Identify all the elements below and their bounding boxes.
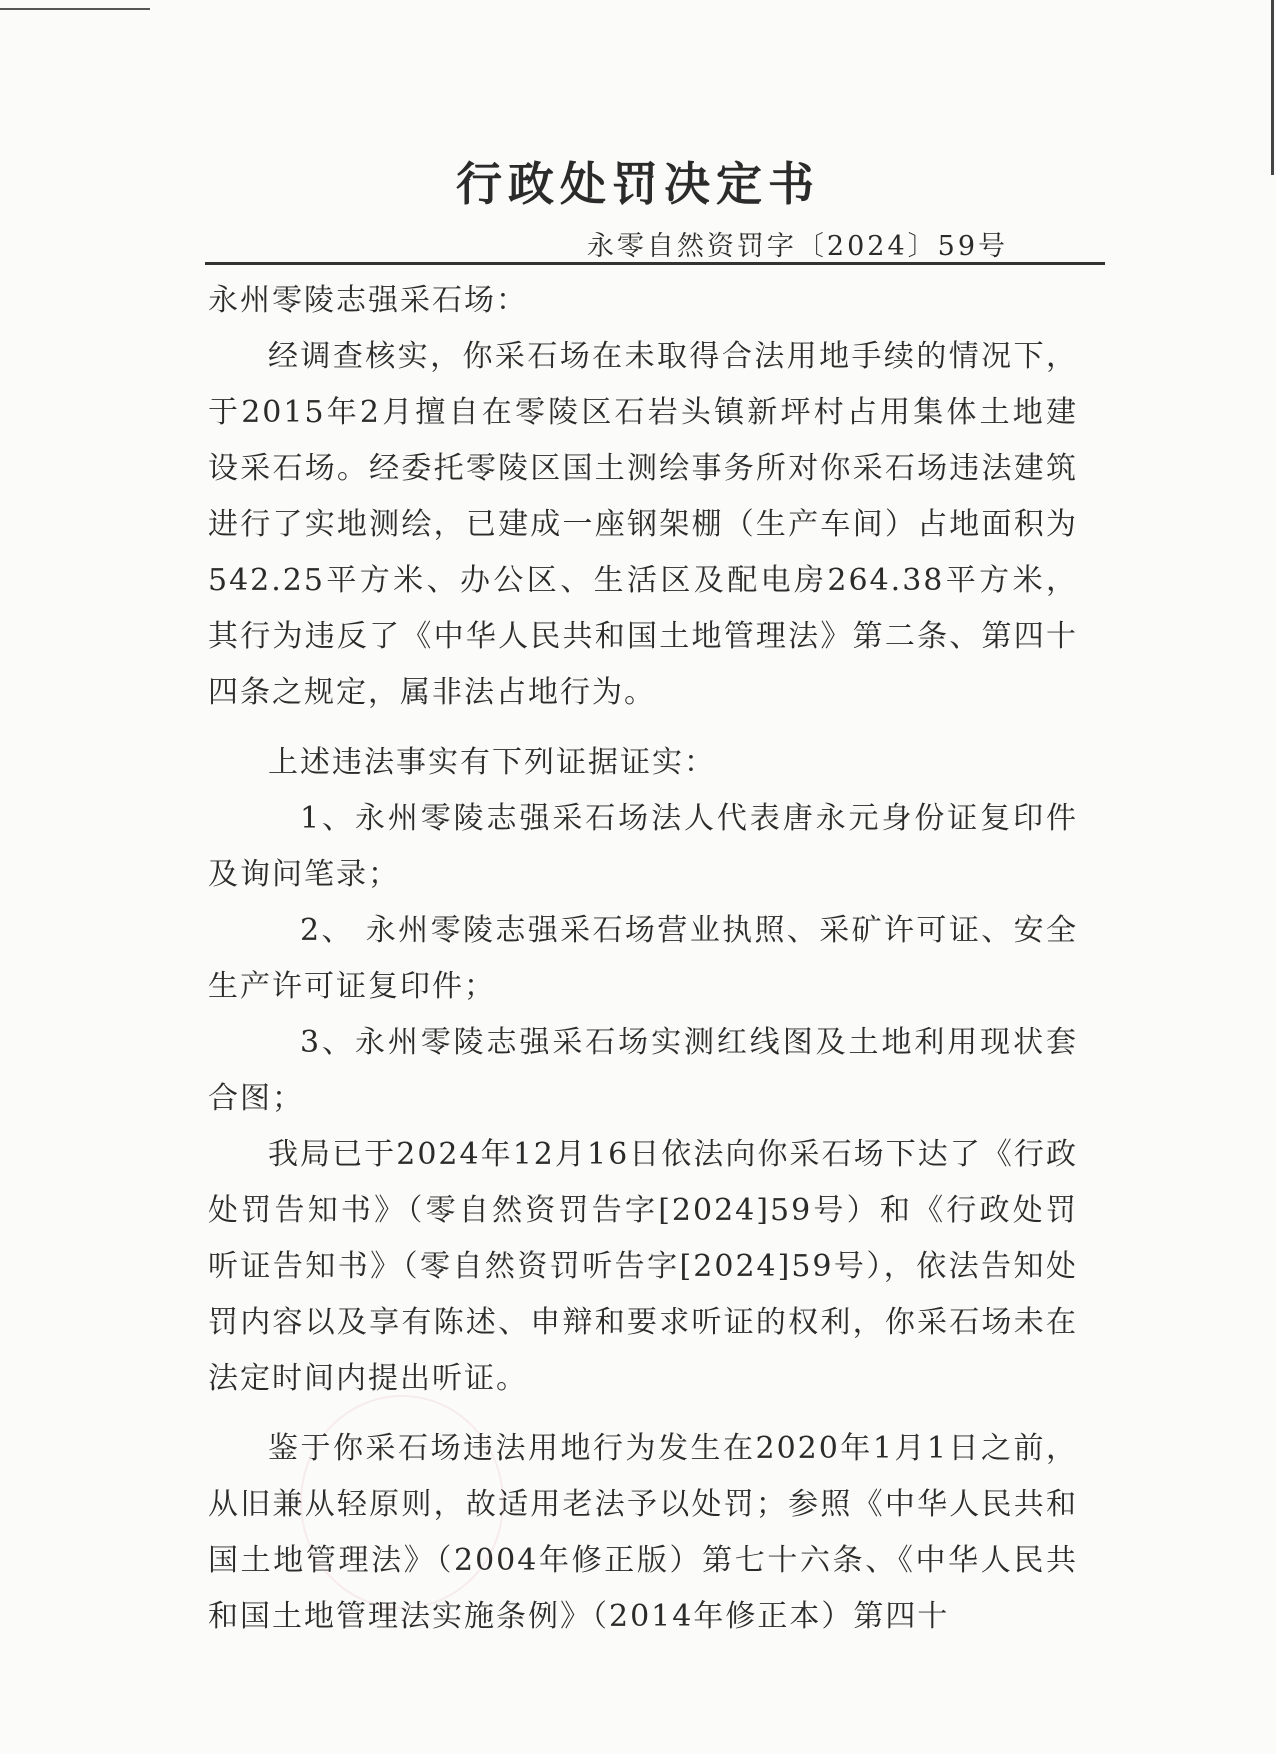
paragraph-legal-basis: 鉴于你采石场违法用地行为发生在2020年1月1日之前，从旧兼从轻原则，故适用老法予以处罚；参照《中华人民共和国土地管理法》（2004年修正版）第七十六条、《中华人民共和国土地管理法实施条例》（2014年修正本）第四十 xyxy=(208,1431,1078,1634)
scan-edge-top xyxy=(0,8,150,10)
paragraph-evidence-intro: 上述违法事实有下列证据证实： xyxy=(268,745,716,780)
header-divider xyxy=(205,262,1105,265)
faint-seal-mark xyxy=(300,1395,504,1609)
document-number: 永零自然资罚字〔2024〕59号 xyxy=(586,231,1008,262)
evidence-item: 1、永州零陵志强采石场法人代表唐永元身份证复印件及询问笔录； xyxy=(208,801,1078,892)
evidence-item: 3、永州零陵志强采石场实测红线图及土地利用现状套合图； xyxy=(208,1025,1078,1116)
evidence-item: 2、 永州零陵志强采石场营业执照、采矿许可证、安全生产许可证复印件； xyxy=(208,913,1078,1004)
document-title: 行政处罚决定书 xyxy=(456,157,820,211)
addressee: 永州零陵志强采石场： xyxy=(208,283,528,318)
paragraph-facts: 经调查核实，你采石场在未取得合法用地手续的情况下，于2015年2月擅自在零陵区石岩头镇新坪村占用集体土地建设采石场。经委托零陵区国土测绘事务所对你采石场违法建筑进行了实地测绘，已建成一座钢架棚（生产车间）占地面积为542.25平方米、办公区、生活区及配电房264.38平方米，其行为违反了《中华人民共和国土地管理法》第二条、第四十四条之规定，属非法占地行为。 xyxy=(208,339,1078,710)
paragraph-notification: 我局已于2024年12月16日依法向你采石场下达了《行政处罚告知书》（零自然资罚告字[2024]59号）和《行政处罚听证告知书》（零自然资罚听告字[2024]59号），依法告知处罚内容以及享有陈述、申辩和要求听证的权利，你采石场未在法定时间内提出听证。 xyxy=(208,1137,1078,1396)
